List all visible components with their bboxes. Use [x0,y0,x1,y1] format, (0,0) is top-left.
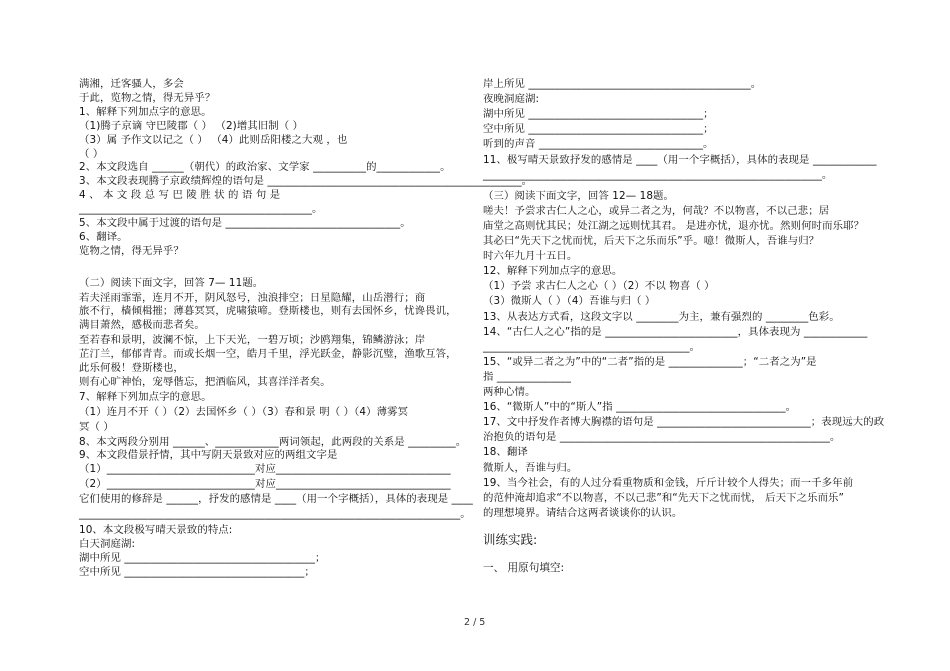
practice-heading: 训练实践: [483,532,538,547]
right-text-line: （3）微斯人（ ）（4）吾谁与归（ ） [483,295,656,308]
right-text-line: 庙堂之高则忧其民；处江湖之远则忧其君。 是进亦忧，退亦忧。然则何时而乐耶？ [483,219,865,232]
left-text-line: （1)腾子京谪 守巴陵郡（ ） （2)增其旧制（ ） [79,119,304,132]
left-text-line: 9、本文段借景抒情，其中写阴天景致对应的两组文字是 [79,449,338,462]
right-text-line: 嗟夫！予尝求古仁人之心，或异二者之为，何哉？不以物喜，不以己悲；居 [483,204,830,217]
right-text-line: 两种心情。 [483,386,536,398]
right-text-line: 15、“或异二者之为”中的“二者”指的是 ______________；“二者之为”是 [483,355,817,368]
right-text-line: 17、文中抒发作者博大胸襟的语句是 _____________________________；表现远大的政 [483,416,885,429]
right-text-line: 夜晚洞庭湖: [483,93,540,106]
left-text-line: 于此，览物之情，得无异乎？ [79,91,216,104]
right-text-line: 湖中所见 _________________________________； [483,108,714,121]
right-text-line: 的范仲淹却追求“不以物喜，不以己悲”和“先天下之忧而忧， 后天下之乐而乐” [483,491,845,504]
left-text-line: 此乐何极！登斯楼也， [79,362,184,374]
left-text-line: 2、本文段选自 ______（朝代）的政治家、文学家 __________的____________。 [79,161,451,174]
right-text-line: 16、“微斯人”中的“斯人”指 ________________________________。 [483,401,797,414]
left-text-line: 3、本文段表现腾子京政绩辉煌的语句是 ________________________________________________。 [79,175,533,188]
right-text-line: _______________________________________。 [483,340,701,353]
left-text-line: 至若春和景明，波澜不惊，上下天光，一碧万顷；沙鸥翔集，锦鳞游泳；岸 [79,334,426,347]
left-text-line: 满湘，迁客骚人，多会 [79,78,184,90]
right-text-line: 指 ______________ [483,370,572,383]
right-text-line: 19、当今社会，有的人过分看重物质和金钱，斤斤计较个人得失；而一千多年前 [483,476,854,489]
left-text-line: 4 、 本 文 段 总 写 巴 陵 胜 状 的 语 句 是 [79,189,281,202]
left-text-line: （2）____________________________对应_________________________________ [79,478,451,491]
right-text-line: 11、极写晴天景致抒发的感情是 ____（用一个字概括），具体的表现是 ____________ [483,153,877,166]
right-text-line: 空中所见 _________________________________； [483,123,714,136]
left-text-line: （二）阅读下面文字，回答 7— 11题。 [79,276,264,289]
left-text-line: 若夫淫雨霏霏，连月不开，阴风怒号，浊浪排空；日星隐耀，山岳潜行；商 [79,291,426,304]
left-text-line: ____________________________________________。 [79,203,323,216]
left-text-line: （ ） [79,147,104,160]
right-text-line: 治抱负的语句是 ___________________________________________________。 [483,431,841,444]
right-text-line: 的理想境界。请结合这两者谈谈你的认识。 [483,506,683,519]
left-text-line: 芷汀兰，郁郁青青。而或长烟一空，皓月千里，浮光跃金，静影沉璧，渔歌互答， [79,348,457,361]
right-text-line: 微斯人，吾谁与归。 [483,461,578,474]
left-text-line: 旅不行，樯倾楫摧；薄暮冥冥，虎啸猿啼。登斯楼也，则有去国怀乡，忧谗畏讥， [79,305,457,318]
left-text-line: 满目萧然，感极而悲者矣。 [79,319,205,332]
left-text-line: 它们使用的修辞是 ______，抒发的感情是 ____（用一个字概括），具体的表现是 ____ [79,493,473,506]
left-text-line: （1）____________________________对应_________________________________ [79,463,451,476]
right-text-line: 12、解释下列加点字的意思。 [483,265,623,278]
left-text-line: ________________________________________________________________________。 [79,508,471,520]
left-text-line: 白天洞庭湖: [79,537,136,550]
left-text-line: 览物之情，得无异乎？ [79,244,184,257]
right-text-line: 13、从表达方式看，这段文字以 ________为主，兼有强烈的 ________色彩。 [483,310,840,323]
fill-blank-heading: 一、 用原句填空: [483,562,565,574]
left-text-line: 湖中所见 ____________________________________； [79,551,326,564]
right-text-line: 听到的声音 _______________________________。 [483,138,714,151]
left-text-line: 则有心旷神怡，宠辱偕忘，把酒临风，其喜洋洋者矣。 [79,375,331,388]
right-text-line: ________________________________________________________________。 [483,168,833,181]
page-number: 2 / 5 [464,617,486,628]
left-text-line: （3）属 予作文以记之（ ） （4）此则岳阳楼之大观 ，也 [79,133,348,146]
right-text-line: 其必曰“先天下之忧而忧，后天下之乐而乐”乎。噫！微斯人，吾谁与归？ [483,235,820,247]
right-text-line: （三）阅读下面文字，回答 12— 18题。 [483,189,675,202]
right-text-line: 时六年九月十五日。 [483,250,578,263]
right-text-line: 14、“古仁人之心”指的是 _________________________，具体表现为 ____________ [483,325,868,338]
right-text-line: 18、翻译 [483,446,528,459]
left-text-line: 7、解释下列加点字的意思。 [79,390,212,403]
left-text-line: 10、本文段极写晴天景致的特点: [79,523,233,536]
left-text-line: 6、翻译。 [79,230,128,243]
left-text-line: （1）连月不开（ ）（2）去国怀乡（ ）（3）春和景 明（ ）（4）薄雾冥 [79,405,409,418]
left-text-line: 空中所见 __________________________________； [79,565,315,578]
right-text-line: 岸上所见 __________________________________________。 [483,78,762,90]
right-text-line: （1）予尝 求古仁人之心（ ）（2）不以 物喜（ ） [483,280,715,293]
left-text-line: 冥（ ） [79,420,114,433]
left-text-line: 1、解释下列加点字的意思。 [79,105,212,118]
left-text-line: 8、本文两段分别用 ______、____________两词领起，此两段的关系是 _________。 [79,435,467,448]
left-text-line: 5、本文段中属于过渡的语句是 _________________________________。 [79,217,411,229]
